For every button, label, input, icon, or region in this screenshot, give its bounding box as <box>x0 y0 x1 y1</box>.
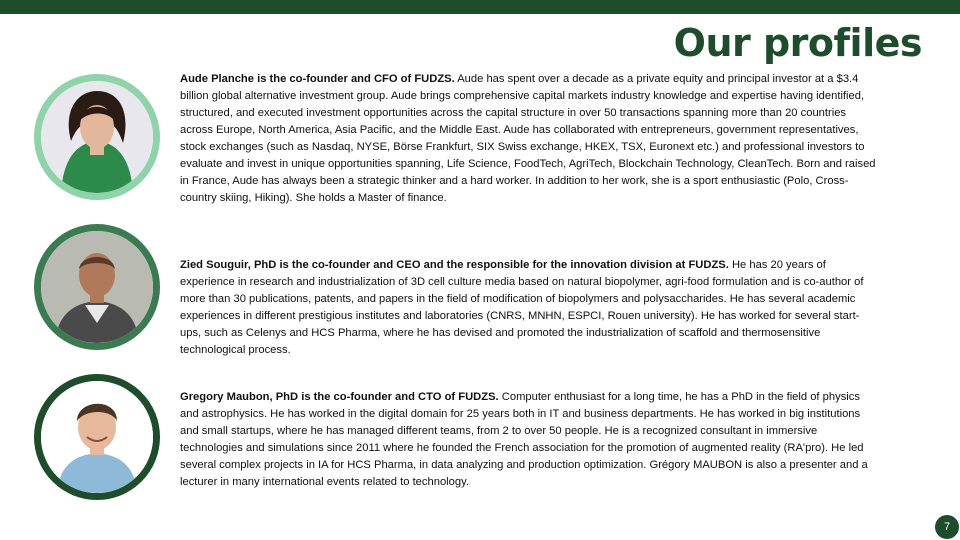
profile-photo-zied <box>34 224 160 350</box>
profile-text-gregory: Computer enthusiast for a long time, he has a PhD in the field of physics and astrophysics. He has worked in the digital domain for 25 years both in IT and business departments. He has worked in big institutions and small startups, where he has managed different teams, from 2 to over 50 people. He is a recognized consultant in immersive technologies and simulations since 2011 where he founded the French association for the promotion of augmented reality (RA'pro). He led several complex projects in IA for HCS Pharma, in data analyzing and production optimization. Grégory MAUBON is also a presenter and a lecturer in many international events related to technology. <box>180 391 868 488</box>
profile-lead-gregory: Gregory Maubon, PhD is the co-founder and CTO of FUDZS. <box>180 391 499 403</box>
portrait-man-icon <box>41 231 153 343</box>
page-number-badge: 7 <box>935 515 959 539</box>
profile-lead-zied: Zied Souguir, PhD is the co-founder and CEO and the responsible for the innovation division at FUDZS. <box>180 259 729 271</box>
portrait-man-icon <box>41 381 153 493</box>
page-title: Our profiles <box>673 21 922 65</box>
top-banner-bar <box>0 0 960 14</box>
profile-bio-aude <box>180 71 880 207</box>
profile-photo-aude <box>34 74 160 200</box>
portrait-woman-icon <box>41 81 153 193</box>
profile-text-zied: He has 20 years of experience in research and industrialization of 3D cell culture media based on natural biopolymer, agri-food formulation and is co-author of more than 30 publications, patents, and papers in the field of modification of biopolymers and polysaccharides. He has several academic experiences in different prestigious institutes and laboratories (CNRS, MNHN, ESPCI, Rouen university). He has worked for several start-ups, such as Celenys and HCS Pharma, where he has devised and promoted the industrialization of scaffold and thermosensitive technological process. <box>180 259 864 356</box>
profile-photo-gregory <box>34 374 160 500</box>
profile-bio-gregory <box>180 389 880 491</box>
profile-lead-aude: Aude Planche is the co-founder and CFO of FUDZS. <box>180 73 455 85</box>
profile-bio-zied <box>180 257 880 359</box>
profile-text-aude: Aude has spent over a decade as a private equity and principal investor at a $3.4 billion global alternative investment group. Aude brings comprehensive capital markets industry knowledge and expertise having identified, structured, and executed investment opportunities across the capital structure in over 50 transactions spanning more than 20 countries across Europe, North America, Asia Pacific, and the Middle East. Aude has collaborated with entrepreneurs, government representatives, stock exchanges (such as Nasdaq, NYSE, Börse Frankfurt, SIX Swiss exchange, HKEX, TSX, Euronext etc.) and professional investors to evaluate and invest in unique opportunities spanning, Life Science, FoodTech, AgriTech, Blockchain Technology, CleanTech. Born and raised in France, Aude has always been a strategic thinker and a hard worker. In addition to her work, she is a sport enthusiastic (Polo, Cross-country skiing, Hiking). She holds a Master of finance. <box>180 73 876 204</box>
